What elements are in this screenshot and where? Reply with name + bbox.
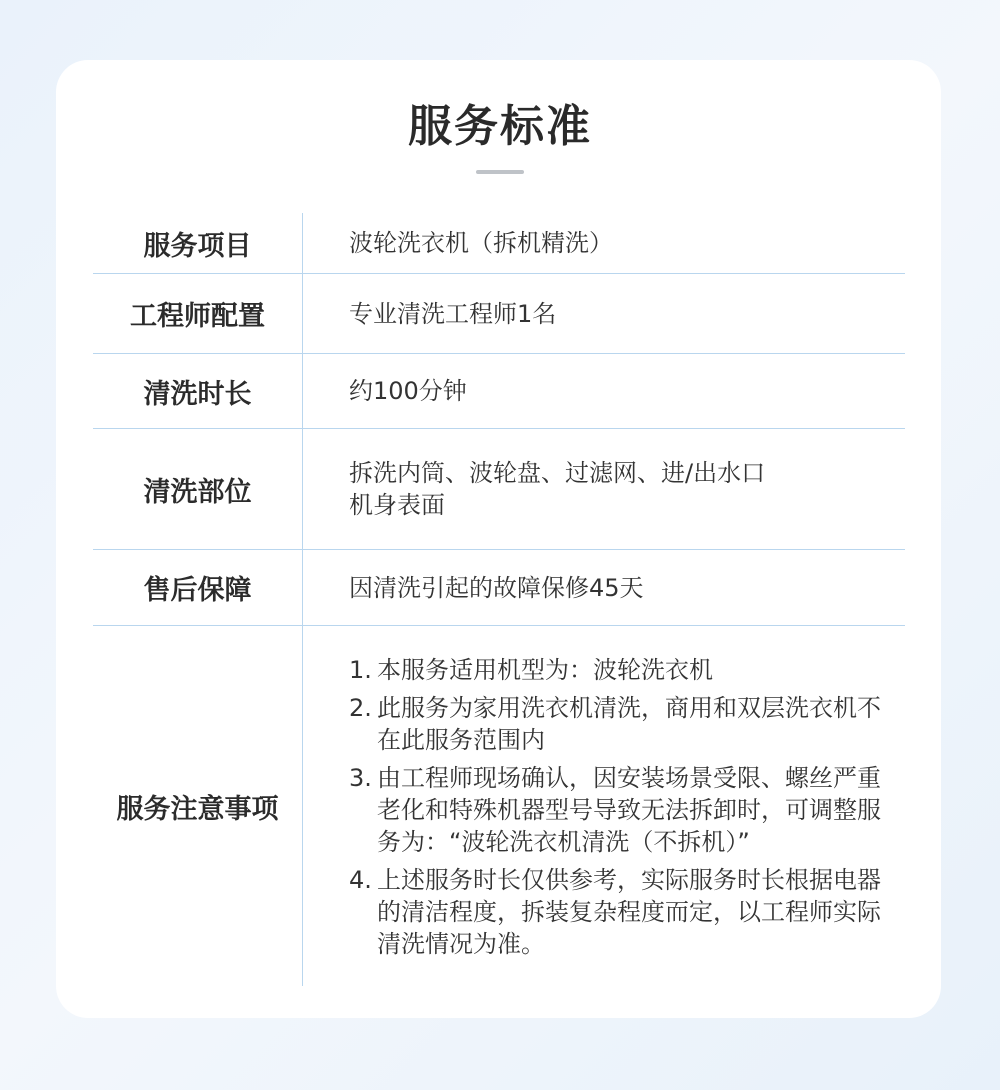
note-text: 本服务适用机型为：波轮洗衣机: [377, 656, 713, 684]
table-row: [93, 354, 905, 429]
row-value: [303, 429, 905, 549]
table-row-notes: [93, 626, 905, 986]
row-value: [303, 274, 905, 353]
title-underline: [476, 170, 524, 174]
value-line: 波轮洗衣机（拆机精洗）: [349, 229, 613, 257]
page-title: 服务标准: [408, 101, 592, 152]
note-text: 由工程师现场确认，因安装场景受限、螺丝严重老化和特殊机器型号导致无法拆卸时，可调整服务为：“波轮洗衣机清洗（不拆机）”: [377, 764, 881, 856]
list-item: [349, 762, 905, 858]
note-number: 4.: [349, 866, 372, 894]
row-label: 清洗部位: [93, 429, 303, 549]
row-label: 售后保障: [93, 550, 303, 625]
list-item: [349, 692, 905, 756]
row-label: 清洗时长: [93, 354, 303, 428]
row-value: [303, 550, 905, 625]
note-number: 3.: [349, 764, 372, 792]
row-value: [303, 354, 905, 428]
row-label: 工程师配置: [93, 274, 303, 353]
table-row: [93, 550, 905, 626]
value-line: 约100分钟: [349, 377, 467, 405]
table-row: [93, 213, 905, 274]
note-number: 1.: [349, 656, 372, 684]
service-table: [93, 213, 905, 986]
note-text: 此服务为家用洗衣机清洗，商用和双层洗衣机不在此服务范围内: [377, 694, 881, 754]
row-label: 服务注意事项: [93, 626, 303, 986]
value-line: 机身表面: [349, 491, 445, 519]
list-item: [349, 864, 905, 960]
value-line: 拆洗内筒、波轮盘、过滤网、进/出水口: [349, 459, 766, 487]
row-label: 服务项目: [93, 213, 303, 273]
table-row: [93, 274, 905, 354]
row-value: [303, 213, 905, 273]
value-line: 因清洗引起的故障保修45天: [349, 573, 644, 602]
value-line: 专业清洗工程师1名: [349, 299, 557, 328]
note-number: 2.: [349, 694, 372, 722]
notes-list: [303, 626, 905, 986]
list-item: [349, 654, 905, 686]
table-row: [93, 429, 905, 550]
note-text: 上述服务时长仅供参考，实际服务时长根据电器的清洁程度，拆装复杂程度而定，以工程师实际清洗情况为准。: [377, 866, 881, 958]
